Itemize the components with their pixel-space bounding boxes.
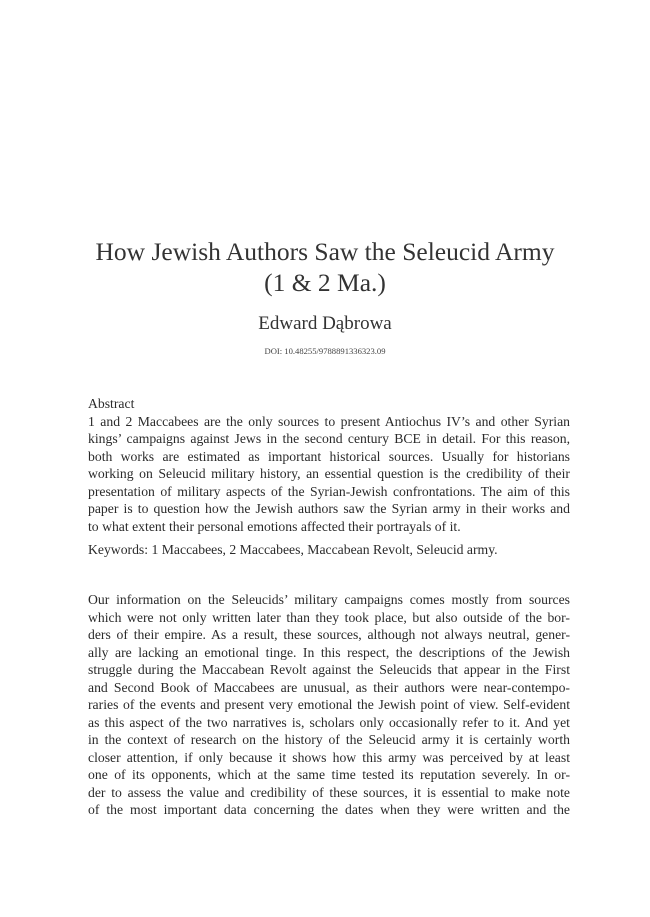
keywords-line: Keywords: 1 Maccabees, 2 Maccabees, Maccabean Revolt, Seleucid army. <box>88 542 498 557</box>
article-title <box>60 236 590 298</box>
body-line: ally are lacking an emotional tinge. In this respect, the descriptions of the Jewish <box>88 644 570 660</box>
abstract-line: presentation of military aspects of the Syrian-Jewish confrontations. The aim of this <box>88 483 570 499</box>
body-line: der to assess the value and credibility of these sources, it is essential to make note <box>88 784 570 800</box>
body-line: and Second Book of Maccabees are unusual, as their authors were near-contempo- <box>88 679 570 695</box>
abstract-line: both works are estimated as important historical sources. Usually for historians <box>88 448 570 464</box>
author-name: Edward Dąbrowa <box>258 313 392 334</box>
abstract-line: paper is to question how the Jewish authors saw the Syrian army in their works and <box>88 501 570 516</box>
body-line: raries of the events and present very emotional the Jewish point of view. Self-evident <box>88 697 570 712</box>
body-line: Our information on the Seleucids’ military campaigns comes mostly from sources <box>88 592 570 607</box>
body-line: struggle during the Maccabean Revolt against the Seleucids that appear in the First <box>88 662 570 677</box>
body-line: in the context of research on the history of the Seleucid army it is certainly worth <box>88 732 570 747</box>
abstract-line: to what extent their personal emotions affected their portrayals of it. <box>88 518 461 534</box>
title-line-2: (1 & 2 Ma.) <box>264 268 386 297</box>
title-line-1: How Jewish Authors Saw the Seleucid Army <box>95 237 555 266</box>
abstract-line: working on Seleucid military history, an essential question is the credibility of their <box>88 466 570 481</box>
body-line: closer attention, if only because it shows how this army was perceived by at least <box>88 749 570 765</box>
abstract-section <box>88 395 570 535</box>
abstract-line: kings’ campaigns against Jews in the second century BCE in detail. For this reason, <box>88 431 570 446</box>
body-line: one of its opponents, which at the same time tested its reputation severely. In or- <box>88 767 570 782</box>
body-line: which were not only written later than they took place, but also outside of the bor- <box>88 609 570 625</box>
doi-text: DOI: 10.48255/9788891336323.09 <box>264 346 386 356</box>
body-line: of the most important data concerning the dates when they were written and the <box>88 802 570 817</box>
body-line: as this aspect of the two narratives is, scholars only occasionally refer to it. And yet <box>88 714 570 730</box>
body-paragraph <box>88 591 570 819</box>
abstract-heading: Abstract <box>88 396 135 411</box>
abstract-line: 1 and 2 Maccabees are the only sources to present Antiochus IV’s and other Syrian <box>88 413 570 429</box>
body-line: ders of their empire. As a result, these sources, although not always neutral, gener- <box>88 627 570 642</box>
